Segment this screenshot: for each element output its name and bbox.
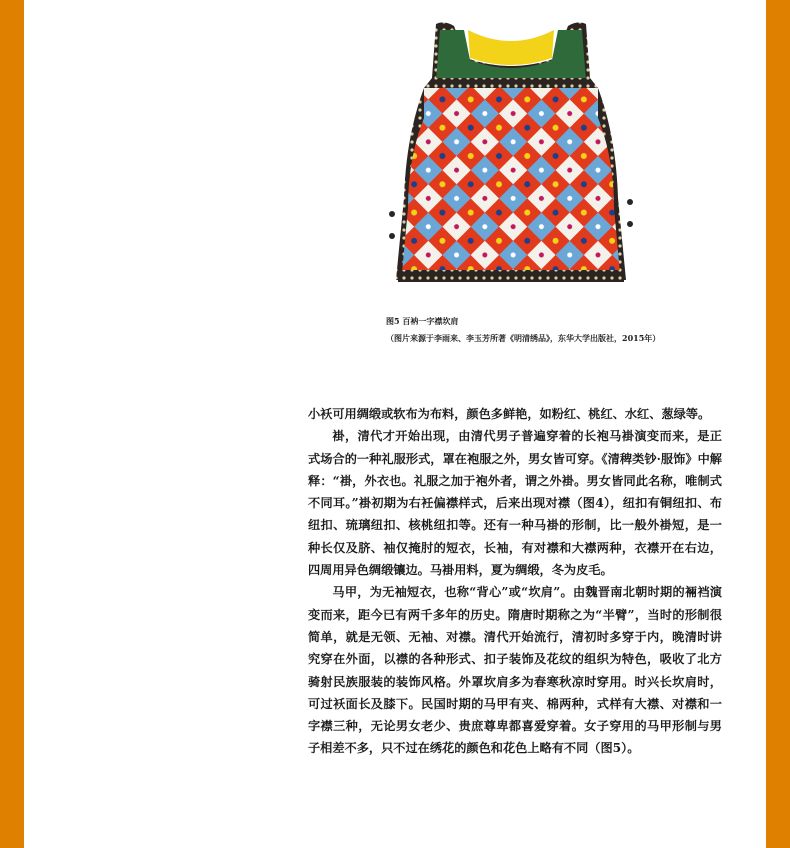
caption-title: 图5 百衲一字襟坎肩 bbox=[386, 316, 459, 326]
vest-photo bbox=[384, 18, 638, 292]
paragraph: 小袄可用绸缎或软布为布料，颜色多鲜艳，如粉红、桃红、水红、葱绿等。 bbox=[308, 407, 711, 421]
page-border-right bbox=[766, 0, 790, 848]
caption-source: （图片来源于李雨来、李玉芳所著《明清绣品》，东华大学出版社，2015年） bbox=[386, 333, 661, 343]
figure-caption bbox=[386, 313, 746, 347]
article-body bbox=[308, 403, 722, 760]
page-border-left bbox=[0, 0, 24, 848]
paragraph: 马甲，为无袖短衣，也称“背心”或“坎肩”。由魏晋南北朝时期的裲裆演变而来，距今已有两千多年的历史。隋唐时期称之为“半臂”，当时的形制很简单，就是无领、无袖、对襟。清代开始流行，清初时多穿于内，晚清时讲究穿在外面，以襟的各种形式、扣子装饰及花纹的组织为特色，吸收了北方骑射民族服装的装饰风格。外罩坎肩多为春寒秋凉时穿用。时兴长坎肩时，可过袄面长及膝下。民国时期的马甲有夹、棉两种，式样有大襟、对襟和一字襟三种，无论男女老少、贵庶尊卑都喜爱穿着。女子穿用的马甲形制与男子相差不多，只不过在绣花的颜色和花色上略有不同（图5）。 bbox=[308, 585, 722, 756]
paragraph: 褂，清代才开始出现，由清代男子普遍穿着的长袍马褂演变而来，是正式场合的一种礼服形式，罩在袍服之外，男女皆可穿。《清稗类钞·服饰》中解释：“褂，外衣也。礼服之加于袍外者，谓之外褂。男女皆同此名称，唯制式不同耳。”褂初期为右衽偏襟样式，后来出现对襟（图4），纽扣有铜纽扣、布纽扣、琉璃纽扣、核桃纽扣等。还有一种马褂的形制，比一般外褂短，是一种长仅及脐、袖仅掩肘的短衣，长袖，有对襟和大襟两种，衣襟开在右边，四周用异色绸缎镶边。马褂用料，夏为绸缎，冬为皮毛。 bbox=[308, 429, 722, 578]
